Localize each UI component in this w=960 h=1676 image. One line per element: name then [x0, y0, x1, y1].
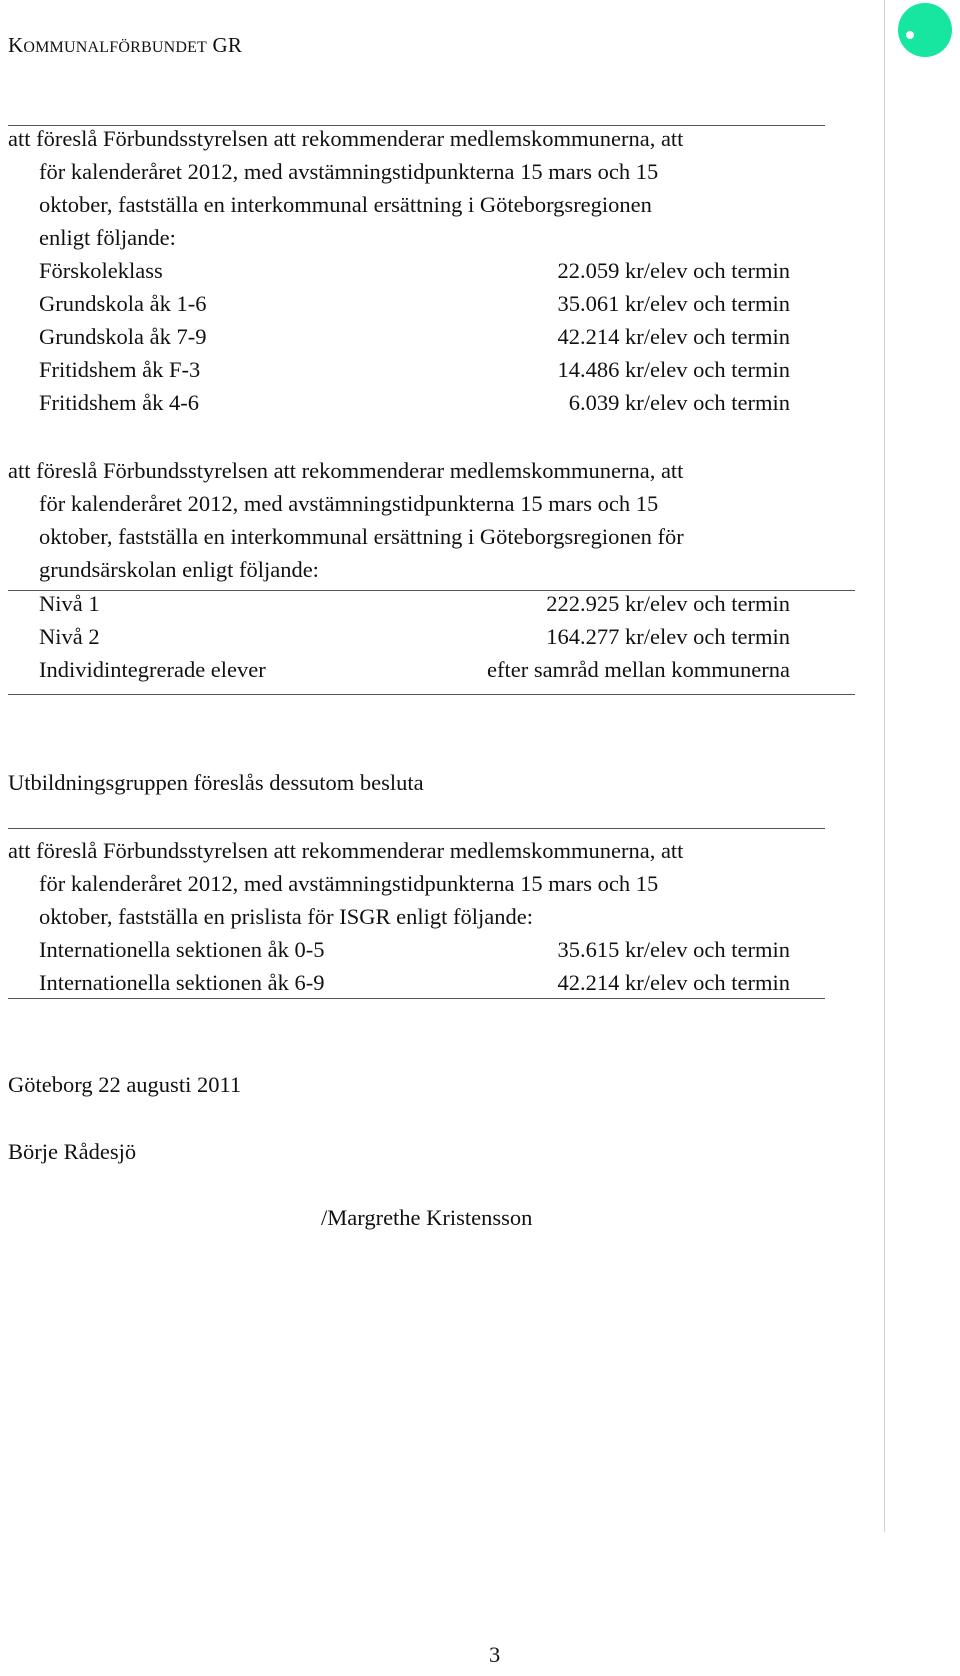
rate-label: Internationella sektionen åk 0-5 [39, 937, 325, 962]
rate-label: Förskoleklass [39, 258, 163, 283]
gr-logo-dot-icon [906, 31, 914, 39]
org-header-suffix: GR [212, 33, 243, 57]
rate-value: efter samråd mellan kommunerna [486, 657, 790, 682]
rate-value: 14.486 kr/elev och termin [557, 357, 790, 382]
co-signer: /Margrethe Kristensson [321, 1205, 533, 1230]
rate-label: Internationella sektionen åk 6-9 [39, 970, 325, 995]
rate-value: 35.061 kr/elev och termin [557, 291, 790, 316]
org-header-initial: K [8, 33, 24, 57]
rate-value: 164.277 kr/elev och termin [546, 624, 790, 649]
org-header [8, 33, 242, 58]
margin-rule [884, 0, 885, 1532]
rate-value: 22.059 kr/elev och termin [557, 258, 790, 283]
rate-label: Individintegrerade elever [39, 657, 266, 682]
org-header-name: OMMUNALFÖRBUNDET [23, 39, 208, 56]
paragraph-line: oktober, fastställa en prislista för ISGR enligt följande: [39, 904, 533, 929]
proposal-paragraph-3 [8, 834, 683, 933]
rate-label: Grundskola åk 1-6 [39, 291, 207, 316]
paragraph-line: enligt följande: [39, 225, 176, 250]
paragraph-line: för kalenderåret 2012, med avstämningstidpunkterna 15 mars och 15 [39, 159, 659, 184]
place-date: Göteborg 22 augusti 2011 [8, 1072, 242, 1097]
rate-label: Fritidshem åk F-3 [39, 357, 201, 382]
signer: Börje Rådesjö [8, 1139, 137, 1164]
page-number: 3 [489, 1642, 501, 1667]
gr-logo-icon [898, 3, 952, 57]
proposal-paragraph-2 [8, 454, 684, 586]
rate-value: 222.925 kr/elev och termin [546, 591, 790, 616]
paragraph-line: oktober, fastställa en interkommunal ersättning i Göteborgsregionen för [39, 524, 684, 549]
divider [8, 694, 855, 695]
paragraph-line: för kalenderåret 2012, med avstämningstidpunkterna 15 mars och 15 [39, 491, 659, 516]
rate-label: Fritidshem åk 4-6 [39, 390, 199, 415]
rate-label: Grundskola åk 7-9 [39, 324, 207, 349]
intro-heading: Utbildningsgruppen föreslås dessutom besluta [8, 770, 424, 795]
paragraph-line: oktober, fastställa en interkommunal ersättning i Göteborgsregionen [39, 192, 652, 217]
paragraph-line: att föreslå Förbundsstyrelsen att rekommenderar medlemskommunerna, att [8, 838, 684, 863]
rate-value: 35.615 kr/elev och termin [557, 937, 790, 962]
rate-value: 42.214 kr/elev och termin [557, 970, 790, 995]
divider [8, 998, 825, 999]
rate-label: Nivå 1 [39, 591, 100, 616]
paragraph-line: för kalenderåret 2012, med avstämningstidpunkterna 15 mars och 15 [39, 871, 659, 896]
rate-value: 42.214 kr/elev och termin [557, 324, 790, 349]
divider [8, 828, 825, 829]
paragraph-line: att föreslå Förbundsstyrelsen att rekommenderar medlemskommunerna, att [8, 126, 684, 151]
paragraph-line: grundsärskolan enligt följande: [39, 557, 319, 582]
paragraph-line: att föreslå Förbundsstyrelsen att rekommenderar medlemskommunerna, att [8, 458, 684, 483]
rate-label: Nivå 2 [39, 624, 100, 649]
proposal-paragraph-1 [8, 122, 683, 254]
rate-value: 6.039 kr/elev och termin [568, 390, 790, 415]
